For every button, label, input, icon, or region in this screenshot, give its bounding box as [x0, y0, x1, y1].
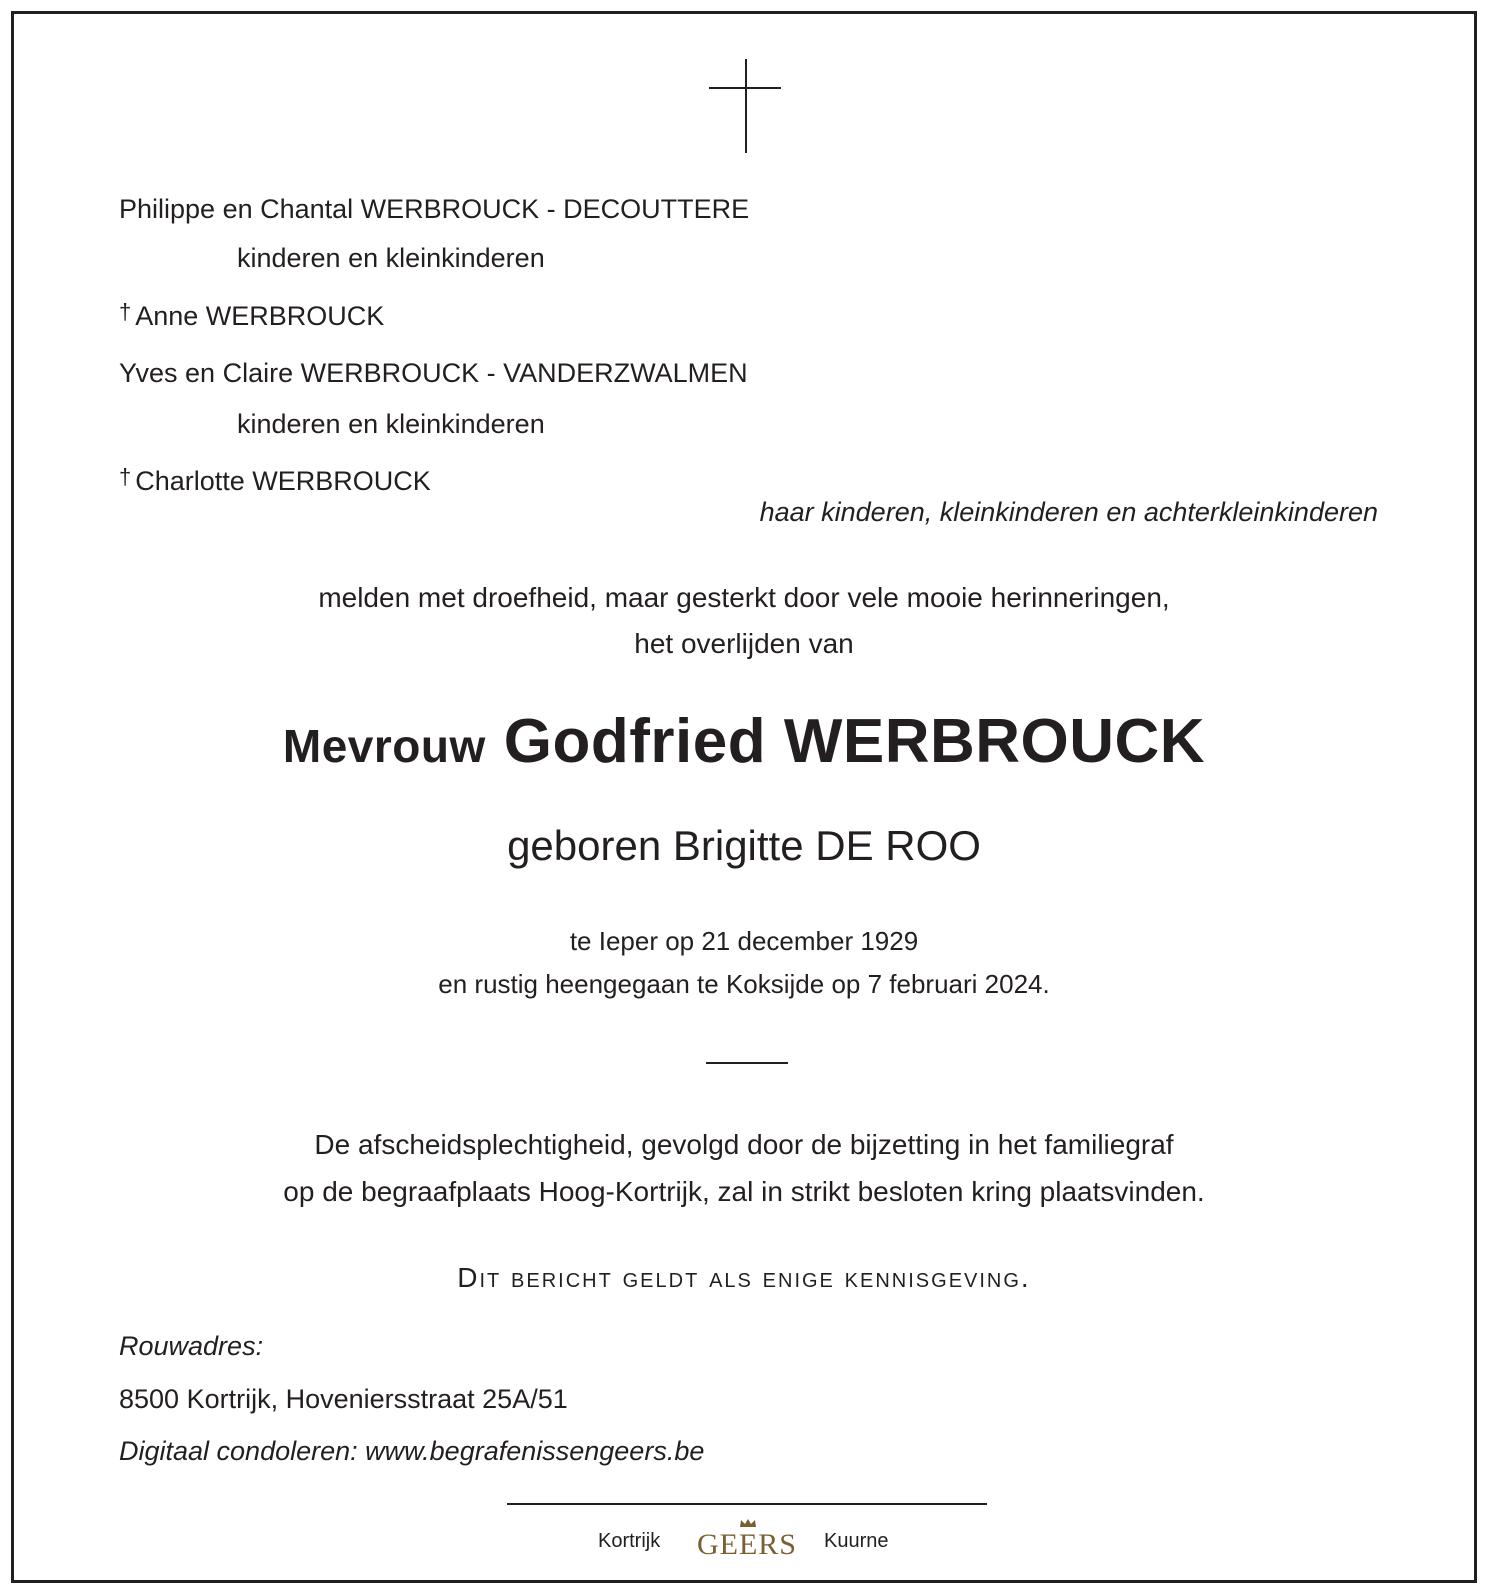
- deceased-name: [0, 706, 1488, 777]
- ceremony-line-1: De afscheidsplechtigheid, gevolgd door de bijzetting in het familiegraf: [314, 1129, 1174, 1160]
- family-line-1-sub: kinderen en kleinkinderen: [237, 243, 545, 273]
- geers-logo: [695, 1518, 799, 1566]
- address-value: 8500 Kortrijk, Hoveniersstraat 25A/51: [119, 1384, 568, 1414]
- family-line-3: Yves en Claire WERBROUCK - VANDERZWALMEN: [119, 358, 748, 388]
- footer-divider: [507, 1503, 987, 1505]
- intro-line-2: het overlijden van: [634, 628, 854, 659]
- family-line-2-text: Anne WERBROUCK: [135, 301, 385, 331]
- family-line-1: Philippe en Chantal WERBROUCK - DECOUTTERE: [119, 194, 750, 224]
- crown-icon: [739, 1518, 757, 1528]
- footer-right: Kuurne: [824, 1530, 889, 1552]
- deceased-full-name: Godfried WERBROUCK: [503, 707, 1206, 776]
- family-closing: haar kinderen, kleinkinderen en achterkleinkinderen: [759, 497, 1378, 527]
- dagger-icon: †: [119, 299, 132, 324]
- notice-line: Dit bericht geldt als enige kennisgeving.: [457, 1262, 1031, 1293]
- logo-text: GEERS: [696, 1528, 797, 1561]
- family-line-4: [119, 466, 431, 497]
- birth-line: te Ieper op 21 december 1929: [569, 926, 919, 956]
- family-line-3-sub: kinderen en kleinkinderen: [237, 409, 545, 439]
- footer-left: Kortrijk: [598, 1530, 661, 1552]
- family-line-2: [119, 301, 384, 332]
- dagger-icon: †: [119, 464, 132, 489]
- death-line: en rustig heengegaan te Koksijde op 7 februari 2024.: [438, 969, 1050, 999]
- digital-condolence: Digitaal condoleren: www.begrafenissengeers.be: [119, 1436, 705, 1466]
- maiden-name: geboren Brigitte DE ROO: [507, 822, 981, 869]
- ceremony-line-2: op de begraafplaats Hoog-Kortrijk, zal in strikt besloten kring plaatsvinden.: [283, 1176, 1205, 1207]
- family-line-4-text: Charlotte WERBROUCK: [135, 466, 431, 496]
- divider: [706, 1062, 788, 1064]
- intro-line-1: melden met droefheid, maar gesterkt door vele mooie herinneringen,: [318, 582, 1170, 613]
- deceased-title: Mevrouw: [282, 720, 486, 772]
- address-label: Rouwadres:: [119, 1331, 264, 1361]
